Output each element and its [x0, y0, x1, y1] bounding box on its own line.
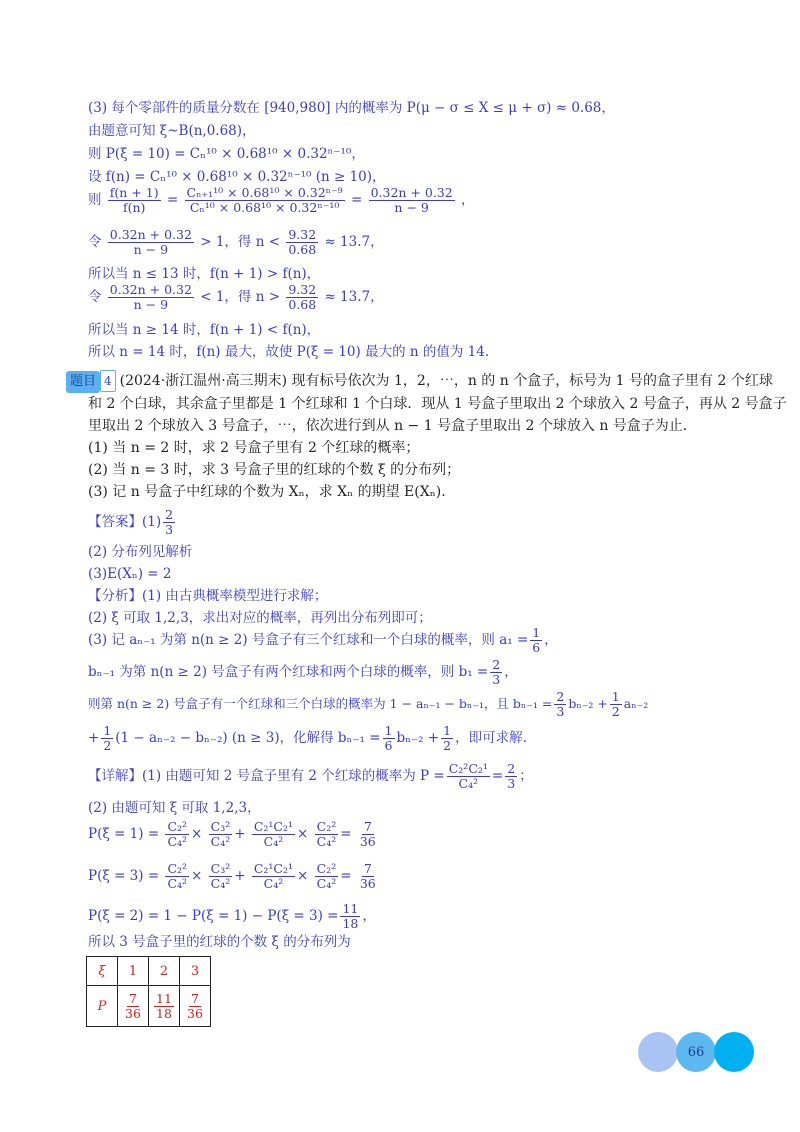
answer-1: 【答案】(1) $\frac{2}{3}$ — [88, 507, 174, 537]
solution-line-9: 所以当 n ≥ 14 时，f(n + 1) < f(n)， — [88, 322, 321, 338]
page-number: 66 — [687, 1044, 705, 1060]
table-cell: $\frac{7}{36}$ — [180, 986, 211, 1027]
problem-tag: 题目 — [66, 371, 100, 393]
table-cell: $\frac{11}{18}$ — [149, 986, 180, 1027]
solution-line-6: 令 $\frac{0.32n + 0.32}{n - 9}$ > 1，得 n < $\frac{9.32}{0.68}$ ≈ 13.7， — [88, 227, 384, 257]
question-2: (2) 当 n = 3 时，求 3 号盒子里的红球的个数 ξ 的分布列； — [88, 462, 461, 478]
table-header-xi: ξ — [87, 957, 118, 986]
table-cell: $\frac{7}{36}$ — [118, 986, 149, 1027]
distribution-table — [86, 956, 211, 1027]
analysis-line-2: (2) ξ 可取 1,2,3，求出对应的概率，再列出分布列即可； — [88, 610, 432, 626]
analysis-line-4: bₙ₋₁ 为第 n(n ≥ 2) 号盒子有两个红球和两个白球的概率，则 b₁ = $\frac{2}{3}$ ， — [88, 657, 518, 687]
problem-line-2: 和 2 个白球，其余盒子里都是 1 个红球和 1 个白球．现从 1 号盒子里取出 2 个球放入 2 号盒子，再从 2 号盒子 — [88, 396, 787, 412]
prob-xi-3: P(ξ = 3) = $\frac{\text{C₂²}}{\text{C₄²}}$ × $\frac{\text{C₃²}}{\text{C₄²}}$ + $\frac{\text{C₂¹C₂¹}}{\text{C₄²}}$ × $\frac{\text{C₂²}}{\text{C₄²}}$ = $\frac{7}{36}$ — [88, 861, 376, 891]
solution-line-1: (3) 每个零部件的质量分数在 [940,980] 内的概率为 P(μ − σ ≤ X ≤ μ + σ) ≈ 0.68， — [88, 100, 615, 116]
page-circle-left — [638, 1032, 678, 1072]
analysis-line-3: (3) 记 aₙ₋₁ 为第 n(n ≥ 2) 号盒子有三个红球和一个白球的概率，则 a₁ = $\frac{1}{6}$ ， — [88, 625, 558, 655]
table-header-1: 1 — [118, 957, 149, 986]
solution-line-3: 则 P(ξ = 10) = Cₙ¹⁰ × 0.68¹⁰ × 0.32ⁿ⁻¹⁰， — [88, 146, 365, 162]
analysis-line-5: 则第 n(n ≥ 2) 号盒子有一个红球和三个白球的概率为 1 − aₙ₋₁ − bₙ₋₁，且 bₙ₋₁ = $\frac{2}{3}$ bₙ₋₂ + $\frac{1}{2}$ aₙ₋₂ — [88, 689, 649, 719]
solution-line-5: 则 $\frac{f(n + 1)}{f(n)}$ = $\frac{\text{Cₙ₊₁¹⁰ × 0.68¹⁰ × 0.32ⁿ⁻⁹}}{\text{Cₙ¹⁰ × 0.68¹⁰ × 0.32ⁿ⁻¹⁰}}$ = $\frac{0.32n + 0.32}{n - 9}$ ， — [88, 185, 475, 215]
analysis-line-1: 【分析】(1) 由古典概率模型进行求解； — [88, 588, 328, 604]
problem-line-1: 题目 4 (2024·浙江温州·高三期末) 现有标号依次为 1，2，⋯，n 的 n 个盒子，标号为 1 号的盒子里有 2 个红球 — [66, 370, 773, 393]
solution-line-10: 所以 n = 14 时，f(n) 最大，故使 P(ξ = 10) 最大的 n 的值为 14. — [88, 344, 490, 360]
solution-line-4: 设 f(n) = Cₙ¹⁰ × 0.68¹⁰ × 0.32ⁿ⁻¹⁰ (n ≥ 10)， — [88, 169, 386, 185]
detail-line-2: (2) 由题可知 ξ 可取 1,2,3， — [88, 800, 261, 816]
page-circle-right — [714, 1032, 754, 1072]
table-header-3: 3 — [180, 957, 211, 986]
table-row — [87, 957, 211, 986]
table-row-label-p: P — [87, 986, 118, 1027]
table-row — [87, 986, 211, 1027]
answer-3: (3)E(Xₙ) = 2 — [88, 566, 172, 582]
solution-line-8: 令 $\frac{0.32n + 0.32}{n - 9}$ < 1，得 n > $\frac{9.32}{0.68}$ ≈ 13.7， — [88, 282, 384, 312]
answer-2: (2) 分布列见解析 — [88, 544, 193, 560]
problem-number: 4 — [100, 370, 116, 392]
question-3: (3) 记 n 号盒子中红球的个数为 Xₙ，求 Xₙ 的期望 E(Xₙ). — [88, 484, 446, 500]
question-1: (1) 当 n = 2 时，求 2 号盒子里有 2 个红球的概率； — [88, 440, 420, 456]
problem-line-3: 里取出 2 个球放入 3 号盒子，⋯，依次进行到从 n − 1 号盒子里取出 2 个球放入 n 号盒子为止. — [88, 418, 688, 434]
solution-line-2: 由题意可知 ξ~B(n,0.68)， — [88, 123, 256, 139]
page-number-badge — [676, 1032, 716, 1072]
analysis-line-6: + $\frac{1}{2}$ (1 − aₙ₋₂ − bₙ₋₂) (n ≥ 3)，化解得 bₙ₋₁ = $\frac{1}{6}$ bₙ₋₂ + $\frac{1}{2}$ ，即可求解. — [88, 723, 527, 753]
detail-line-1: 【详解】(1) 由题可知 2 号盒子里有 2 个红球的概率为 P = $\frac{\text{C₂²C₂¹}}{\text{C₄²}}$ = $\frac{2}{3}$ ； — [88, 761, 533, 791]
prob-xi-1: P(ξ = 1) = $\frac{\text{C₂²}}{\text{C₄²}}$ × $\frac{\text{C₃²}}{\text{C₄²}}$ + $\frac{\text{C₂¹C₂¹}}{\text{C₄²}}$ × $\frac{\text{C₂²}}{\text{C₄²}}$ = $\frac{7}{36}$ — [88, 819, 376, 849]
prob-xi-2: P(ξ = 2) = 1 − P(ξ = 1) − P(ξ = 3) = $\frac{11}{18}$ ， — [88, 901, 376, 931]
detail-conclusion: 所以 3 号盒子里的红球的个数 ξ 的分布列为 — [88, 934, 351, 950]
solution-line-7: 所以当 n ≤ 13 时，f(n + 1) > f(n)， — [88, 266, 321, 282]
table-header-2: 2 — [149, 957, 180, 986]
